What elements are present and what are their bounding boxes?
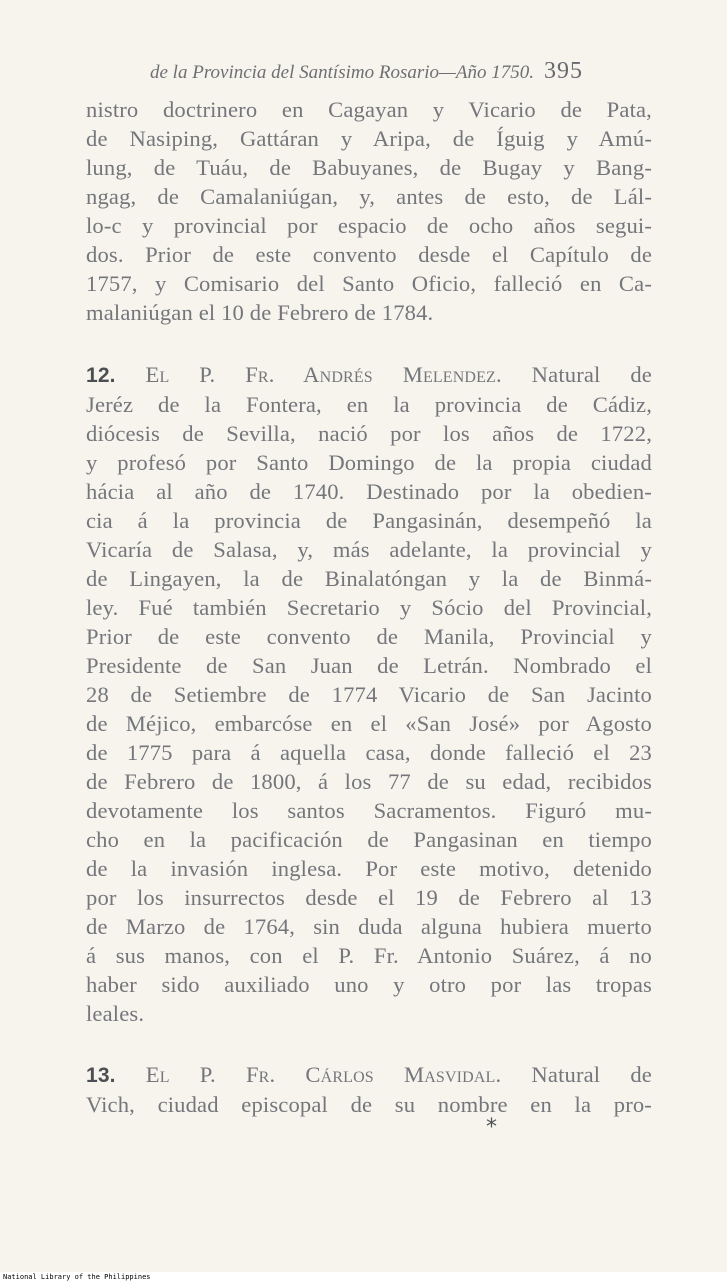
text-line: 28 de Setiembre de 1774 Vicario de San Jacinto [86, 682, 652, 707]
text-line: de Febrero de 1800, á los 77 de su edad, recibidos [86, 769, 652, 794]
text-line: de Méjico, embarcóse en el «San José» por Agosto [86, 711, 652, 736]
running-title: de la Provincia del Santísimo Rosario—Año 1750. [150, 62, 535, 83]
page-number: 395 [544, 58, 584, 84]
paragraph-continuation [86, 95, 652, 327]
text-line: 1757, y Comisario del Santo Oficio, falleció en Ca- [86, 271, 652, 296]
text-line: leales. [86, 1001, 145, 1026]
text-line: Jeréz de la Fontera, en la provincia de Cádiz, [86, 392, 652, 417]
text-line: Prior de este convento de Manila, Provincial y [86, 624, 652, 649]
text-line: Presidente de San Juan de Letrán. Nombrado el [86, 653, 652, 678]
text-line: dos. Prior de este convento desde el Capítulo de [86, 242, 652, 267]
entry-name: El P. Fr. Andrés Melendez. [145, 362, 502, 387]
entry-first-line-rest: Natural de [531, 362, 652, 387]
text-line: de la invasión inglesa. Por este motivo, detenido [86, 856, 652, 881]
entry-first-line-rest: Natural de [531, 1062, 652, 1087]
text-line: nistro doctrinero en Cagayan y Vicario de Pata, [86, 97, 652, 122]
text-line: ngag, de Camalaniúgan, y, antes de esto, de Lál- [86, 184, 652, 209]
text-line: diócesis de Sevilla, nació por los años de 1722, [86, 421, 652, 446]
entry-number: 13. [86, 1064, 116, 1087]
text-line: cia á la provincia de Pangasinán, desempeñó la [86, 508, 652, 533]
text-line: y profesó por Santo Domingo de la propia ciudad [86, 450, 652, 475]
text-line: malaniúgan el 10 de Febrero de 1784. [86, 300, 434, 325]
entry-12 [86, 360, 652, 1028]
library-credit: National Library of the Philippines [3, 1273, 151, 1281]
text-line: de 1775 para á aquella casa, donde falleció el 23 [86, 740, 652, 765]
text-line: hácia al año de 1740. Destinado por la obedien- [86, 479, 652, 504]
entry-first-line [86, 1060, 652, 1090]
running-header [150, 58, 660, 85]
text-line: lung, de Tuáu, de Babuyanes, de Bugay y Bang- [86, 155, 652, 180]
text-line: de Marzo de 1764, sin duda alguna hubiera muerto [86, 914, 652, 939]
text-line: por los insurrectos desde el 19 de Febrero al 13 [86, 885, 652, 910]
entry-13 [86, 1060, 652, 1119]
text-line: haber sido auxiliado uno y otro por las tropas [86, 972, 652, 997]
text-line: cho en la pacificación de Pangasinan en tiempo [86, 827, 652, 852]
text-line: á sus manos, con el P. Fr. Antonio Suárez, á no [86, 943, 652, 968]
text-line: Vich, ciudad episcopal de su nombre en la pro- [86, 1092, 652, 1117]
text-line: ley. Fué también Secretario y Sócio del Provincial, [86, 595, 652, 620]
text-line: devotamente los santos Sacramentos. Figuró mu- [86, 798, 652, 823]
text-line: Vicaría de Salasa, y, más adelante, la provincial y [86, 537, 652, 562]
signature-mark: * [486, 1115, 497, 1140]
text-line: lo-c y provincial por espacio de ocho años segui- [86, 213, 652, 238]
entry-first-line [86, 360, 652, 390]
text-line: de Lingayen, la de Binalatóngan y la de Binmá- [86, 566, 652, 591]
entry-number: 12. [86, 364, 116, 387]
text-line: de Nasiping, Gattáran y Aripa, de Íguig y Amú- [86, 126, 652, 151]
entry-name: El P. Fr. Cárlos Masvidal. [145, 1062, 502, 1087]
